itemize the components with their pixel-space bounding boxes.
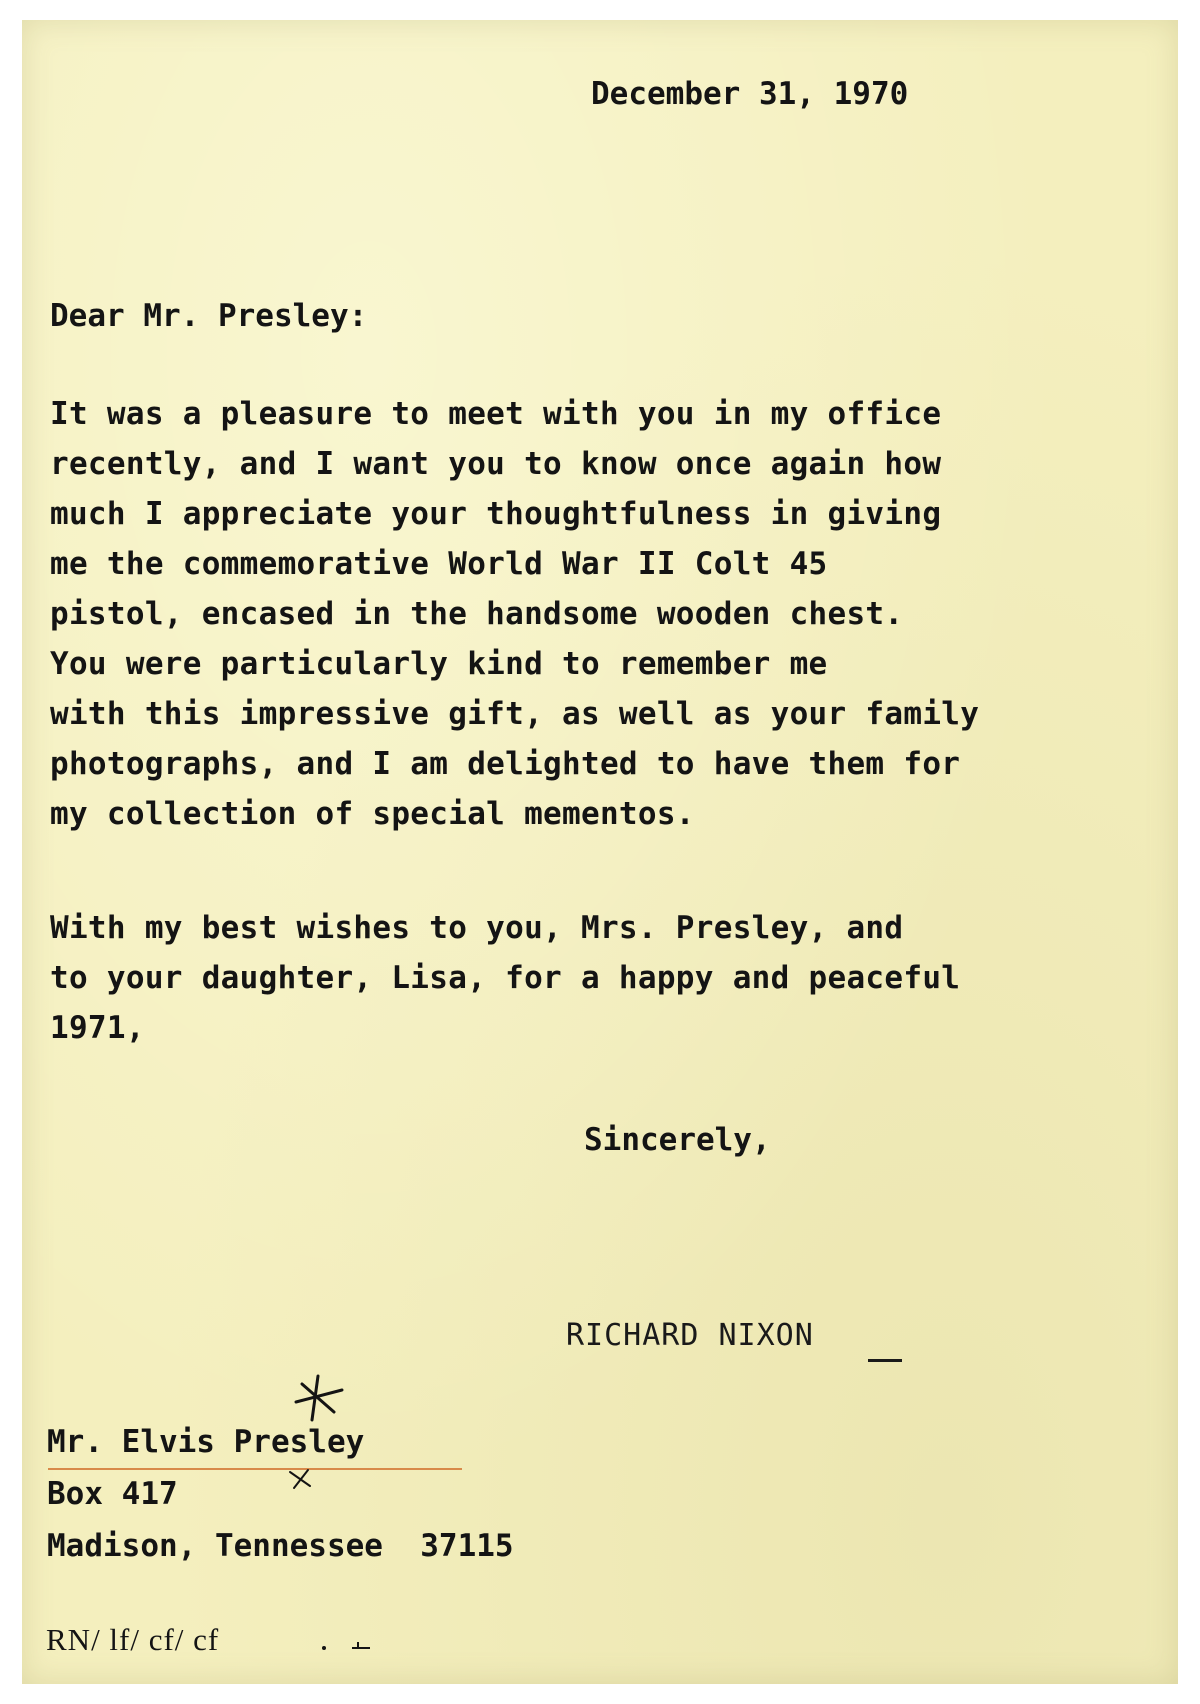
paragraph-1-line: photographs, and I am delighted to have them for [50,746,961,782]
signature-underline [868,1359,902,1362]
recipient-city: Madison, Tennessee 37115 [47,1528,514,1564]
paragraph-1-line: with this impressive gift, as well as your family [50,696,980,732]
paragraph-2-line: to your daughter, Lisa, for a happy and peaceful [50,960,961,996]
paragraph-1-line: You were particularly kind to remember me [50,646,828,682]
pen-mark-icon [318,1636,382,1656]
paragraph-1-line: me the commemorative World War II Colt 45 [50,546,828,582]
check-mark-icon [286,1466,316,1492]
reference-initials: RN/ lf/ cf/ cf [46,1622,220,1657]
recipient-name: Mr. Elvis Presley [47,1424,365,1460]
recipient-name-underline [48,1468,462,1470]
paragraph-2-line: 1971, [50,1010,145,1046]
paragraph-1-line: much I appreciate your thoughtfulness in giving [50,496,942,532]
paragraph-1-line: It was a pleasure to meet with you in my office [50,396,942,432]
asterisk-mark-icon [290,1372,350,1424]
paragraph-1-line: pistol, encased in the handsome wooden chest. [50,596,904,632]
letter-date: December 31, 1970 [591,76,909,112]
salutation: Dear Mr. Presley: [50,298,368,334]
closing: Sincerely, [584,1122,771,1158]
paragraph-2-line: With my best wishes to you, Mrs. Presley, and [50,910,904,946]
recipient-box: Box 417 [47,1476,178,1512]
signature-block: RICHARD NIXON [566,1318,814,1353]
paragraph-1-line: my collection of special mementos. [50,796,695,832]
paragraph-1-line: recently, and I want you to know once again how [50,446,942,482]
